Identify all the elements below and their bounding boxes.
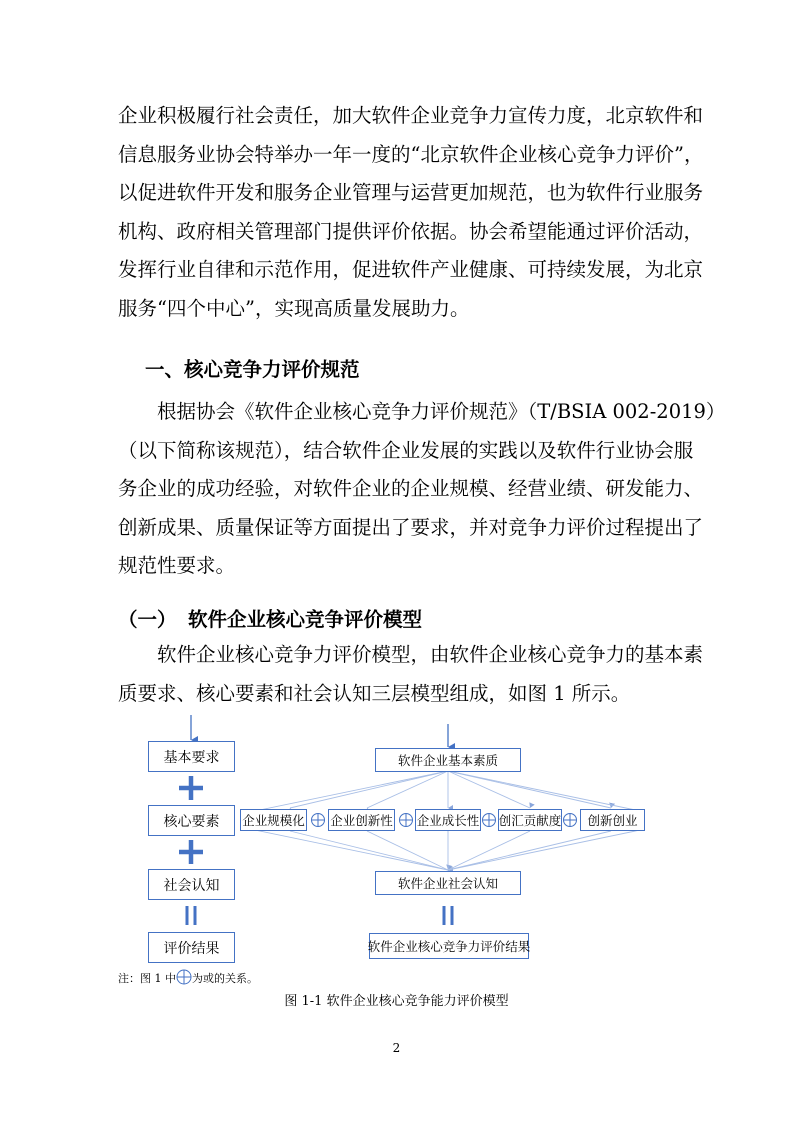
text-line: 创新成果、质量保证等方面提出了要求，并对竞争力评价过程提出了 (118, 515, 704, 539)
section-heading: 一、核心竞争力评价规范 (145, 358, 360, 381)
figure-note (118, 969, 258, 986)
text-line: 根据协会《软件企业核心竞争力评价规范》（T/BSIA 002-2019） (157, 400, 726, 423)
subsection-title: 软件企业核心竞争评价模型 (188, 608, 423, 631)
element-box: 企业成长性 (415, 809, 481, 831)
or-icon (176, 969, 192, 985)
or-icon (483, 814, 496, 827)
text-line: 务企业的成功经验，对软件企业的企业规模、经营业绩、研发能力、 (118, 477, 704, 500)
text-line: 软件企业核心竞争力评价模型，由软件企业核心竞争力的基本素 (157, 643, 704, 666)
paragraph-2 (118, 393, 726, 586)
text-line: 机构、政府相关管理部门提供评价依据。协会希望能通过评价活动， (118, 219, 704, 243)
social-recognition-box-right: 软件企业社会认知 (375, 871, 521, 895)
note-suffix: 为或的关系。 (192, 972, 258, 985)
or-icon (312, 814, 325, 827)
text-line: 企业积极履行社会责任，加大软件企业竞争力宣传力度，北京软件和 (118, 104, 704, 127)
element-box: 创新创业 (580, 809, 645, 831)
evaluation-result-box: 评价结果 (148, 932, 235, 963)
or-icon (400, 814, 413, 827)
paragraph-1 (118, 97, 704, 328)
text-line: 以促进软件开发和服务企业管理与运营更加规范，也为软件行业服务 (118, 181, 704, 204)
text-line: 质要求、核心要素和社会认知三层模型组成，如图 1 所示。 (118, 681, 631, 705)
or-icon (564, 814, 577, 827)
element-box: 企业创新性 (328, 809, 395, 831)
social-recognition-box: 社会认知 (148, 869, 235, 900)
text-line: 规范性要求。 (118, 554, 236, 577)
plus-icon (179, 840, 203, 864)
figure-caption: 图 1-1 软件企业核心竞争能力评价模型 (284, 994, 509, 1009)
element-box: 企业规模化 (240, 809, 307, 831)
basic-requirement-box: 基本要求 (148, 741, 235, 772)
paragraph-3 (118, 636, 704, 713)
page-number: 2 (392, 1041, 401, 1055)
double-bar-icon (444, 906, 452, 925)
text-line: 发挥行业自律和示范作用，促进软件产业健康、可持续发展，为北京 (118, 258, 704, 281)
plus-icon (179, 776, 203, 800)
double-bar-icon (187, 906, 195, 925)
result-box-right: 软件企业核心竞争力评价结果 (369, 933, 529, 959)
text-line: 服务“四个中心”，实现高质量发展助力。 (118, 296, 470, 320)
subsection-number: （一） (118, 608, 177, 631)
element-box: 创汇贡献度 (498, 809, 562, 831)
subsection-heading (118, 604, 422, 632)
text-line: （以下简称该规范），结合软件企业发展的实践以及软件行业协会服 (118, 438, 694, 462)
core-elements-box: 核心要素 (148, 805, 235, 836)
basic-quality-box: 软件企业基本素质 (375, 748, 521, 772)
text-line: 信息服务业协会特举办一年一度的“北京软件企业核心竞争力评价”， (118, 142, 704, 166)
note-prefix: 注：图 1 中 (118, 972, 176, 985)
